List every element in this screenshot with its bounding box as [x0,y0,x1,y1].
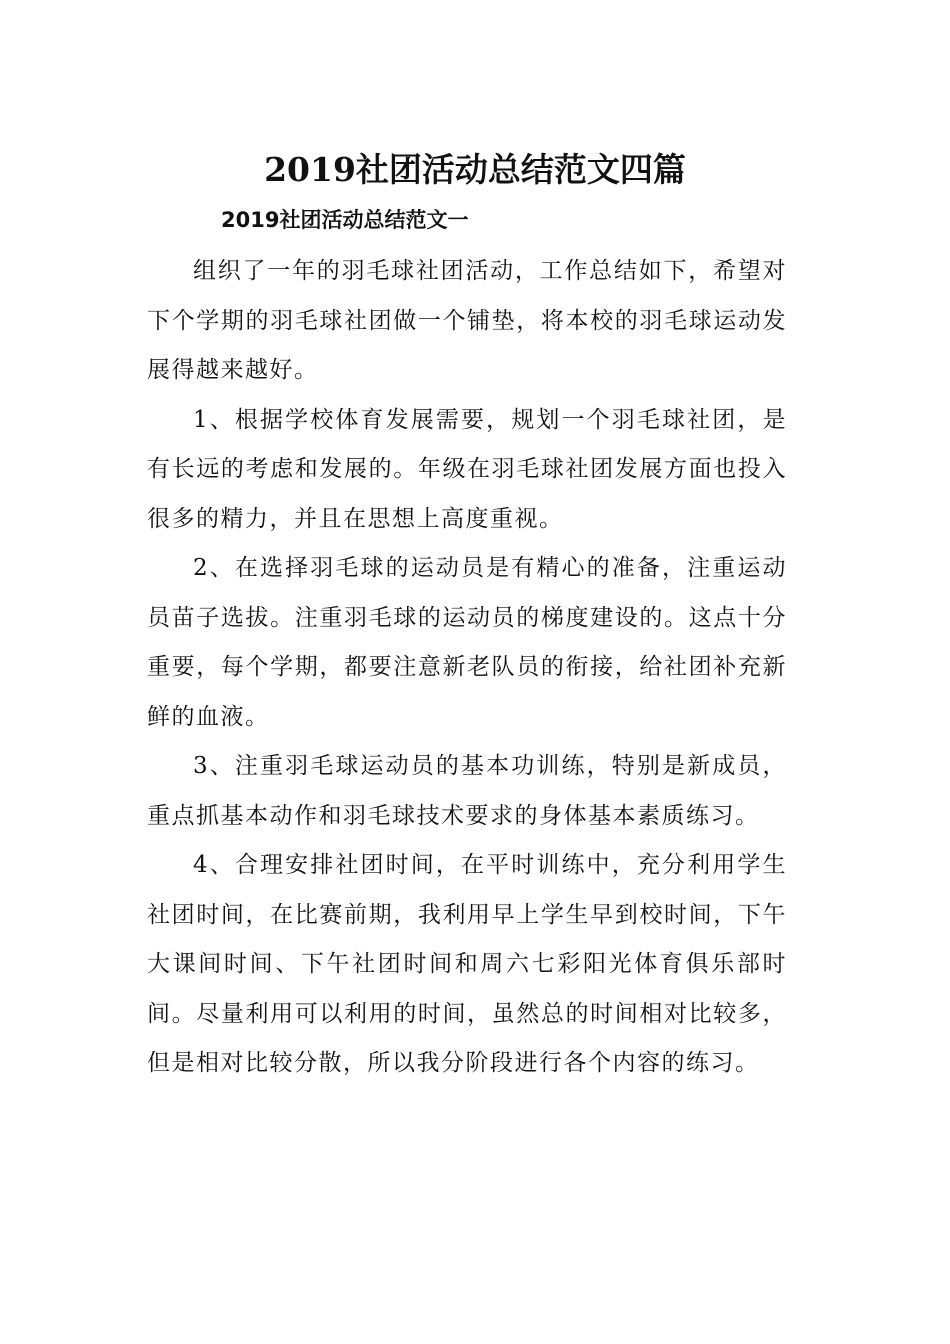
document-title: 2019社团活动总结范文四篇 [264,150,686,189]
paragraph-item-3: 3、注重羽毛球运动员的基本功训练，特别是新成员，重点抓基本动作和羽毛球技术要求的身体基本素质练习。 [147,753,787,829]
section-title: 2019社团活动总结范文一 [221,208,469,232]
paragraph-item-1: 1、根据学校体育发展需要，规划一个羽毛球社团，是有长远的考虑和发展的。年级在羽毛球社团发展方面也投入很多的精力，并且在思想上高度重视。 [147,406,787,532]
paragraph-intro: 组织了一年的羽毛球社团活动，工作总结如下，希望对下个学期的羽毛球社团做一个铺垫，将本校的羽毛球运动发展得越来越好。 [147,258,787,383]
paragraph-item-4: 4、合理安排社团时间，在平时训练中，充分利用学生社团时间，在比赛前期，我利用早上学生早到校时间，下午大课间时间、下午社团时间和周六七彩阳光体育俱乐部时间。尽量利用可以利用的时间，虽然总的时间相对比较多，但是相对比较分散，所以我分阶段进行各个内容的练习。 [147,852,787,1076]
paragraph-item-2: 2、在选择羽毛球的运动员是有精心的准备，注重运动员苗子选拔。注重羽毛球的运动员的梯度建设的。这点十分重要，每个学期，都要注意新老队员的衔接，给社团补充新鲜的血液。 [147,555,787,730]
document-body [147,247,787,1089]
